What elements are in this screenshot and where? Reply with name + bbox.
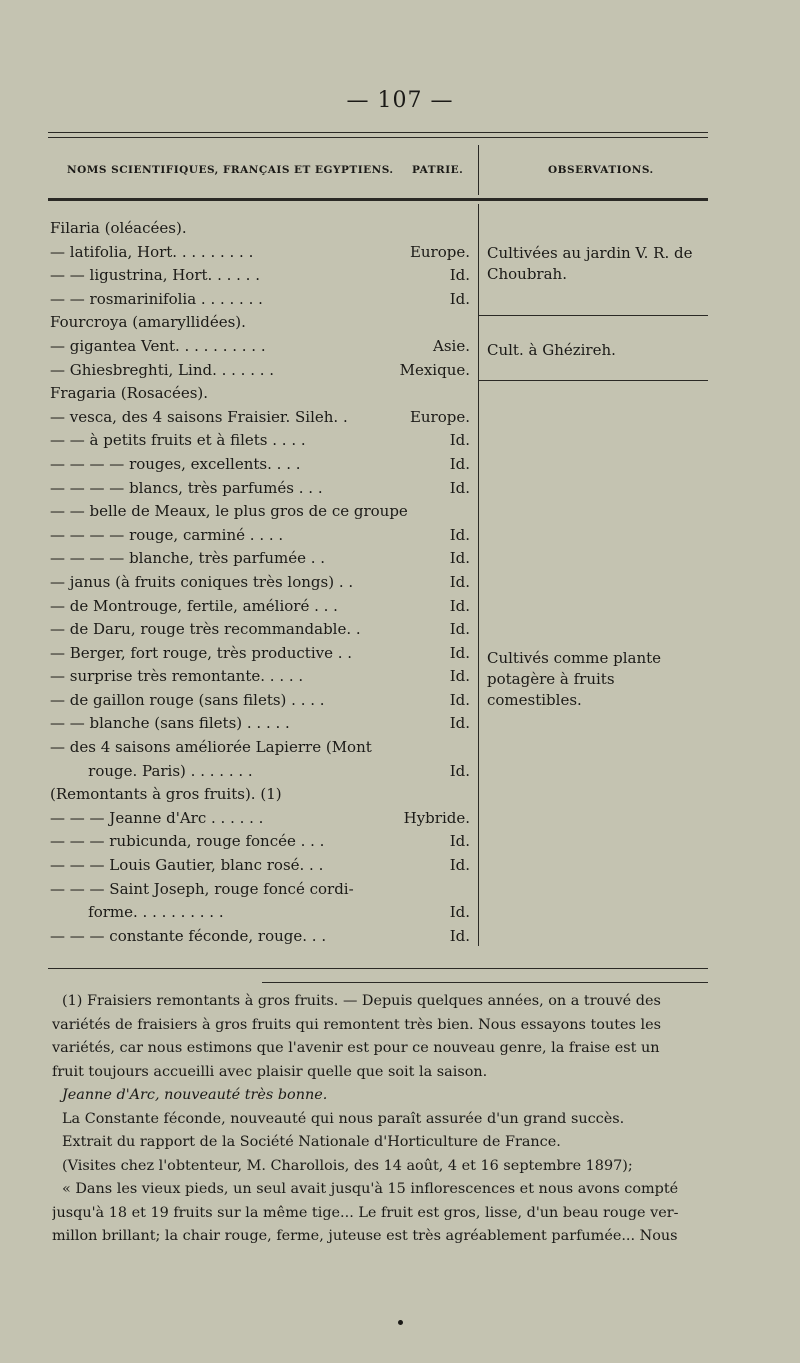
species-name: — — blanche (sans filets) . . . . . xyxy=(50,714,290,733)
species-patrie: Id. xyxy=(449,690,470,709)
table-row xyxy=(50,854,470,878)
table-row xyxy=(50,288,470,312)
species-name: — de gaillon rouge (sans filets) . . . . xyxy=(50,690,325,709)
species-patrie: Id. xyxy=(449,431,470,450)
species-name: — — — Saint Joseph, rouge foncé cordi- xyxy=(50,879,354,898)
species-name: — de Daru, rouge très recommandable. . xyxy=(50,620,361,639)
table-row xyxy=(50,712,470,736)
species-name: (Remontants à gros fruits). (1) xyxy=(50,785,282,804)
footnote-line: fruit toujours accueilli avec plaisir quelle que soit la saison. xyxy=(52,1063,488,1080)
species-name: — des 4 saisons améliorée Lapierre (Mont xyxy=(50,738,372,757)
table-row xyxy=(50,453,470,477)
footnote-line: variétés, car nous estimons que l'avenir est pour ce nouveau genre, la fraise est un xyxy=(52,1040,660,1056)
observation-choubrah: Cultivées au jardin V. R. de Choubrah. xyxy=(487,244,693,283)
table-row xyxy=(50,382,470,406)
table-row xyxy=(50,807,470,831)
table-row xyxy=(50,477,470,501)
footnote-line: variétés de fraisiers à gros fruits qui remontent très bien. Nous essayons toutes les xyxy=(52,1016,661,1033)
species-name: Filaria (oléacées). xyxy=(50,219,187,237)
table-row xyxy=(50,335,470,359)
species-name: — — — Jeanne d'Arc . . . . . . xyxy=(50,808,264,827)
observation-ghezireh: Cult. à Ghézireh. xyxy=(487,341,616,359)
table-row xyxy=(50,925,470,949)
footnote-line: Jeanne d'Arc, nouveauté très bonne. xyxy=(62,1087,328,1103)
header-observations: OBSERVATIONS. xyxy=(548,164,654,176)
species-name: — vesca, des 4 saisons Fraisier. Sileh. . xyxy=(50,407,348,426)
header-patrie: PATRIE. xyxy=(412,164,464,176)
footnote-line: (Visites chez l'obtenteur, M. Charollois, des 14 août, 4 et 16 septembre 1897); xyxy=(62,1157,633,1174)
top-rule xyxy=(48,132,708,133)
species-name: — — — — blanche, très parfumée . . xyxy=(50,549,326,568)
species-name: — Berger, fort rouge, très productive . . xyxy=(50,643,353,662)
footnotes xyxy=(52,990,707,1249)
header-rule xyxy=(48,198,708,201)
species-patrie: Europe. xyxy=(409,407,470,426)
species-table xyxy=(50,217,470,948)
footnote-rule xyxy=(262,982,708,983)
species-patrie: Id. xyxy=(449,289,470,308)
table-row xyxy=(50,878,470,902)
table-row xyxy=(50,830,470,854)
species-patrie: Id. xyxy=(449,903,470,922)
species-patrie: Id. xyxy=(449,525,470,544)
species-patrie: Hybride. xyxy=(403,808,470,827)
top-rule-second xyxy=(48,137,708,138)
header-column-divider xyxy=(478,145,479,195)
species-name: Fragaria (Rosacées). xyxy=(50,384,209,403)
species-name: — de Montrouge, fertile, amélioré . . . xyxy=(50,596,338,615)
species-name: — — — — rouges, excellents. . . . xyxy=(50,454,301,473)
table-row xyxy=(50,760,470,784)
species-patrie: Id. xyxy=(449,761,470,780)
table-row xyxy=(50,736,470,760)
table-row xyxy=(50,901,470,925)
header-names: NOMS SCIENTIFIQUES, FRANÇAIS ET EGYPTIENS. xyxy=(67,164,394,176)
species-patrie: Id. xyxy=(449,478,470,497)
table-row xyxy=(50,524,470,548)
species-patrie: Id. xyxy=(449,572,470,591)
species-name: — — ligustrina, Hort. . . . . . xyxy=(50,266,260,285)
species-patrie: Id. xyxy=(449,454,470,473)
page-number: — 107 — xyxy=(346,88,454,113)
species-name: — latifolia, Hort. . . . . . . . . xyxy=(50,242,254,261)
table-row xyxy=(50,665,470,689)
table-row xyxy=(50,241,470,265)
species-name: — — — constante féconde, rouge. . . xyxy=(50,926,327,945)
page-mark xyxy=(398,1320,403,1325)
table-row xyxy=(50,689,470,713)
footnote-line: « Dans les vieux pieds, un seul avait jusqu'à 15 inflorescences et nous avons compté xyxy=(62,1181,679,1197)
table-row xyxy=(50,359,470,383)
table-bottom-rule xyxy=(48,968,708,969)
species-patrie: Asie. xyxy=(433,336,470,355)
species-patrie: Id. xyxy=(449,832,470,851)
species-name: — — à petits fruits et à filets . . . . xyxy=(50,431,306,450)
table-row xyxy=(50,642,470,666)
table-row xyxy=(50,571,470,595)
footnote-line: jusqu'à 18 et 19 fruits sur la même tige... Le fruit est gros, lisse, d'un beau rouge ver- xyxy=(52,1204,679,1221)
species-name: — — — Louis Gautier, blanc rosé. . . xyxy=(50,856,324,875)
species-patrie: Europe. xyxy=(409,242,470,261)
species-patrie: Id. xyxy=(449,643,470,662)
footnote-line: Extrait du rapport de la Société Nationale d'Horticulture de France. xyxy=(62,1134,561,1150)
table-row xyxy=(50,406,470,430)
species-name: — — — — blancs, très parfumés . . . xyxy=(50,478,323,497)
table-row xyxy=(50,618,470,642)
observation-rule-1 xyxy=(478,315,708,316)
table-row xyxy=(50,547,470,571)
species-name: — — — — rouge, carminé . . . . xyxy=(50,525,284,544)
species-patrie: Id. xyxy=(449,926,470,945)
species-name: — surprise très remontante. . . . . xyxy=(50,667,304,686)
species-patrie: Id. xyxy=(449,549,470,568)
table-row xyxy=(50,217,470,241)
species-name: — janus (à fruits coniques très longs) . . xyxy=(50,572,354,591)
species-name: — — rosmarinifolia . . . . . . . xyxy=(50,289,263,308)
footnote-line: (1) Fraisiers remontants à gros fruits. — Depuis quelques années, on a trouvé des xyxy=(62,993,661,1009)
species-patrie: Id. xyxy=(449,620,470,639)
species-patrie: Id. xyxy=(449,856,470,875)
table-row xyxy=(50,311,470,335)
species-patrie: Id. xyxy=(449,667,470,686)
species-name: Fourcroya (amaryllidées). xyxy=(50,313,246,332)
species-name: — — belle de Meaux, le plus gros de ce groupe xyxy=(50,502,408,521)
species-patrie: Id. xyxy=(449,596,470,615)
table-row xyxy=(50,429,470,453)
table-row xyxy=(50,783,470,807)
footnote-line: La Constante féconde, nouveauté qui nous paraît assurée d'un grand succès. xyxy=(62,1110,625,1127)
table-row xyxy=(50,264,470,288)
species-patrie: Id. xyxy=(449,266,470,285)
observation-potagere: Cultivés comme plante potagère à fruits comestibles. xyxy=(487,649,662,709)
species-name: — — — rubicunda, rouge foncée . . . xyxy=(50,832,325,851)
species-name: — Ghiesbreghti, Lind. . . . . . . xyxy=(50,360,275,379)
observation-rule-2 xyxy=(478,380,708,381)
species-name: — gigantea Vent. . . . . . . . . . xyxy=(50,336,266,355)
footnote-line: millon brillant; la chair rouge, ferme, juteuse est très agréablement parfumée... Nous xyxy=(52,1228,678,1244)
species-patrie: Mexique. xyxy=(399,360,470,379)
table-row xyxy=(50,500,470,524)
table-row xyxy=(50,595,470,619)
species-name: rouge. Paris) . . . . . . . xyxy=(50,761,253,780)
species-name: forme. . . . . . . . . . xyxy=(50,903,224,922)
species-patrie: Id. xyxy=(449,714,470,733)
